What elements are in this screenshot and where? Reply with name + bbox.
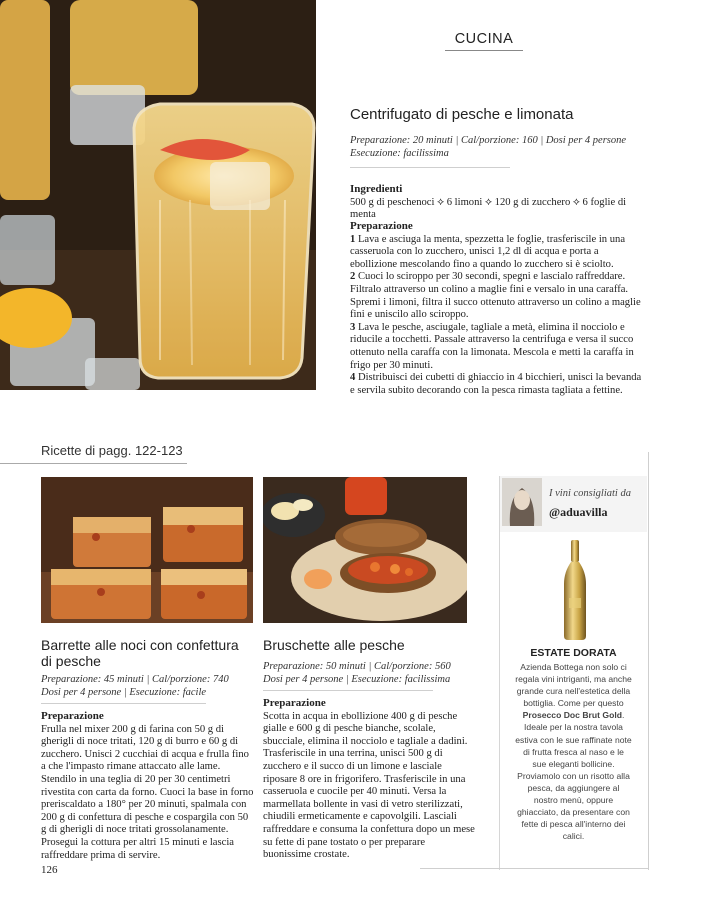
section-label: CUCINA [454,31,514,47]
main-recipe-meta-line2: Esecuzione: facilissima [350,148,449,159]
ingredients-heading: Ingredienti [350,183,403,195]
photo-nut-bars [41,477,253,623]
recipe-right-meta-rule [263,690,433,691]
recipe-left-meta-line2: Dosi per 4 persone | Esecuzione: facile [41,687,207,698]
wine-box-intro: I vini consigliati da [549,488,631,499]
main-recipe-ingredients [350,183,650,222]
recipe-right-meta-line1: Preparazione: 50 minuti | Cal/porzione: 560 [263,661,451,672]
prep-heading: Preparazione [350,220,413,232]
step-1-number: 1 [350,233,356,245]
main-recipe-meta-rule [350,167,510,168]
step-2 [350,271,648,321]
recipe-right-preparation [263,697,475,862]
ingredients-list: 500 g di peschenoci ⟡ 6 limoni ⟡ 120 g di zucchero ⟡ 6 foglie di menta [350,196,627,221]
wine-box-text [515,661,632,842]
recipe-left-meta-line1: Preparazione: 45 minuti | Cal/porzione: 740 [41,674,229,685]
recipe-right-text: Scotta in acqua in ebollizione 400 g di pesche gialle e 600 g di pesche bianche, scolale, sbucciale, elimina il nocciolo e tagliale a dadini. Trasferiscile in una terrina, unisci 500 g di zucchero e il succo di un limone e lasciale riposare 8 ore in frigorifero. Trasferiscile in una casseruola e cuocile per 40 minuti. Versa la marmellata bollente in vasi di vetro sterilizzati, chiudili ermeticamente e capovolgili. Lasciali raffreddare e consuma la confettura dopo un mese su fette di pane tostato o per preparare buonissime crostate. [263,710,475,861]
step-1-text: Lava e asciuga la menta, spezzetta le foglie, trasferiscile in una casseruola con lo zucchero, unisci 1,2 dl di acqua e porta a ebollizione mescolando fino a quando lo zucchero si è sciolto. [350,233,626,270]
step-3 [350,322,648,372]
wine-box-text-after: . Ideale per la nostra tavola estiva con le sue raffinate note di frutta fresca al naso e le sue eleganti bollicine. Proviamolo con un risotto alla pesca, da aggiungere al nostro menù, oppure ghiacciato, da presentare con fette di pesca all'interno dei calici. [515,710,632,842]
step-4 [350,372,648,397]
wine-box-handle: @aduavilla [549,505,608,519]
recipes-reference-rule [0,463,187,464]
recipe-right-prep-heading: Preparazione [263,697,326,709]
right-column-rule [648,452,649,870]
recipe-right-meta-line2: Dosi per 4 persone | Esecuzione: facilissima [263,674,451,685]
step-3-number: 3 [350,321,356,333]
avatar [502,478,542,526]
recipe-left-title: Barrette alle noci con confettura di pesche [41,637,239,669]
bottom-rule [420,868,649,869]
step-4-number: 4 [350,372,356,384]
prosecco-bottle-image [560,540,590,640]
recipe-right-meta [263,660,483,686]
main-recipe-title: Centrifugato di pesche e limonata [350,106,574,123]
wine-box-left-rule [499,476,500,870]
recipe-left-preparation [41,710,254,862]
main-recipe-meta-line1: Preparazione: 20 minuti | Cal/porzione: 160 | Dosi per 4 persone [350,135,627,146]
recipe-left-meta-rule [41,703,206,704]
recipes-reference: Ricette di pagg. 122-123 [41,443,183,458]
wine-box-heading: ESTATE DORATA [530,647,617,659]
main-recipe-preparation [350,220,648,397]
step-1 [350,234,648,272]
recipe-left-text: Frulla nel mixer 200 g di farina con 50 g di gherigli di noce tritati, 120 g di burro e 60 g di zucchero. Unisci 2 cucchiai di acqua e frulla fino a che l'impasto rimane attaccato alle lame. Stendilo in una teglia di 20 per 30 centimetri rivestita con carta da forno. Cuoci la base in forno preriscaldato a 180° per 20 minuti, spalmala con 200 g di confettura di pesche e cospargila con 50 g di gherigli di noce tritati grossolanamente. Prosegui la cottura per altri 15 minuti e lascia raffreddare prima di servire. [41,723,254,861]
photo-peach-bruschette [263,477,467,623]
section-label-underline [445,50,523,51]
page-number: 126 [41,864,58,876]
step-2-text: Cuoci lo sciroppo per 30 secondi, spegni e lascialo raffreddare. Filtralo attraverso un colino a maglie fini e versalo in una caraffa. Spremi i limoni, filtra il succo ottenuto attraverso un colino a maglie fini e uniscilo allo sciroppo. [350,271,641,321]
wine-box-product: Prosecco Doc Brut Gold [522,710,622,721]
step-4-text: Distribuisci dei cubetti di ghiaccio in 4 bicchieri, unisci la bevanda e servila subito decorando con la pesca rimasta tagliata a fettine. [350,372,642,396]
step-2-number: 2 [350,271,356,283]
main-recipe-meta [350,134,680,160]
hero-photo-peach-lemonade [0,0,316,390]
recipe-left-prep-heading: Preparazione [41,710,104,722]
step-3-text: Lava le pesche, asciugale, tagliale a metà, elimina il nocciolo e riducile a tocchetti. Passale attraverso la centrifuga e versa il succo ottenuto nella caraffa con la limonata. Mescola e metti la caraffa in frigo per 30 minuti. [350,321,634,371]
recipe-right-title: Bruschette alle pesche [263,637,405,653]
wine-box-text-before: Azienda Bottega non solo ci regala vini intriganti, ma anche grande cura nell'estetica della bottiglia. Come per questo [515,662,632,709]
recipe-left-meta [41,673,256,699]
